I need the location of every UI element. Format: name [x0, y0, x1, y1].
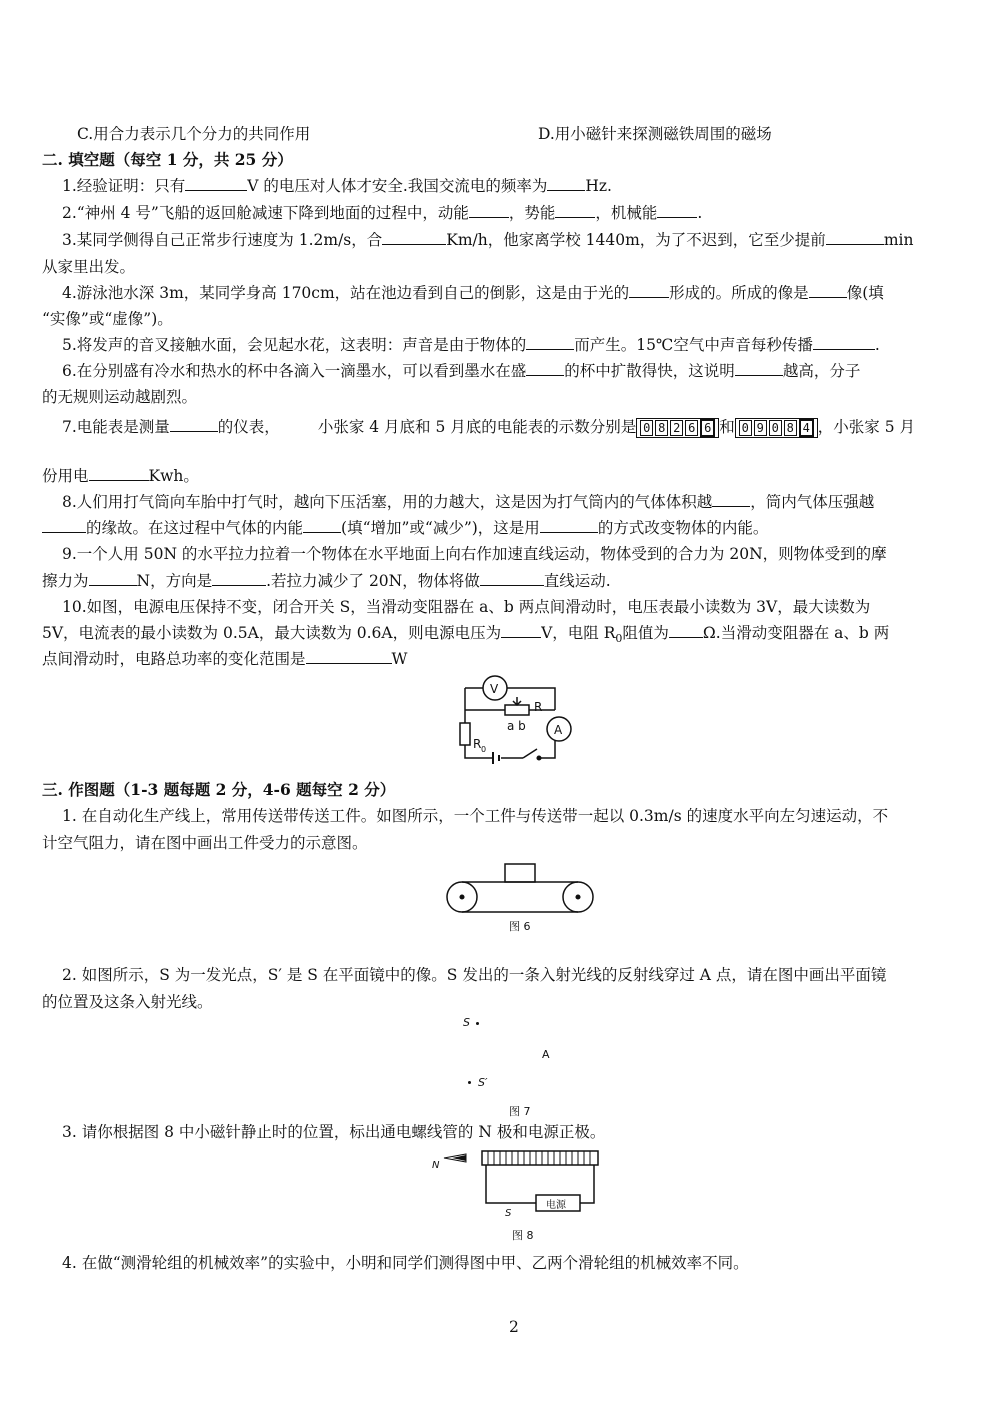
q2-9-line2 [42, 571, 611, 591]
wire [580, 1165, 594, 1203]
q2-10-line2-b: V，电阻 R [541, 624, 616, 642]
blank[interactable] [89, 466, 149, 481]
figure-7-caption: 图 7 [509, 1105, 531, 1118]
q2-7-text-d: ，小张家 5 月 [817, 418, 915, 436]
needle-n-label: N [432, 1160, 440, 1171]
point-a-label: A [542, 1048, 550, 1061]
q2-2-text-a: 2.“神州 4 号”飞船的返回舱减速下降到地面的过程中，动能 [62, 204, 469, 222]
rheostat-ab-label: a b [507, 719, 526, 733]
q2-10-line3 [42, 649, 407, 669]
section2-title: 二. 填空题（每空 1 分，共 25 分） [42, 150, 293, 169]
q2-4-text-a: 4.游泳池水深 3m，某同学身高 170cm，站在池边看到自己的倒影，这是由于光的 [62, 284, 630, 302]
q2-2-text-d: . [697, 204, 703, 222]
q2-10-line2-a: 5V，电流表的最小读数为 0.5A，最大读数为 0.6A，则电源电压为 [42, 624, 502, 642]
switch-contact [537, 756, 541, 760]
q2-5-text-b: 而产生。15℃空气中声音每秒传播 [574, 336, 813, 354]
meter-digit: 4 [799, 419, 814, 437]
q2-8-line2-c: 的方式改变物体的内能。 [597, 519, 769, 537]
conveyor-diagram [440, 862, 600, 918]
needle-s-label: S [505, 1208, 512, 1219]
q2-7-text-b: 的仪表， [217, 418, 280, 436]
blank[interactable] [826, 230, 884, 245]
blank[interactable] [526, 361, 564, 376]
figure-6-caption: 图 6 [509, 920, 531, 933]
blank[interactable] [735, 361, 783, 376]
q3-3: 3. 请你根据图 8 中小磁针静止时的位置，标出通电螺线管的 N 极和电源正极。 [62, 1123, 606, 1141]
q3-2: 2. 如图所示，S 为一发光点，S′ 是 S 在平面镜中的像。S 发出的一条入射光线的反射线穿过 A 点，请在图中画出平面镜 [62, 966, 887, 984]
blank[interactable] [501, 623, 541, 638]
q2-8 [62, 492, 874, 512]
q2-3-line2: 从家里出发。 [42, 258, 136, 276]
q2-3 [62, 230, 913, 250]
meter-april [636, 418, 719, 438]
q2-9-line2-b: N，方向是 [136, 572, 213, 590]
voltmeter-label: V [490, 682, 499, 696]
meter-digit: 0 [640, 420, 653, 436]
q2-9-line2-d: 直线运动. [543, 572, 611, 590]
page-number: 2 [509, 1318, 519, 1336]
meter-digit: 6 [685, 420, 698, 436]
q2-9-line2-c: .若拉力减少了 20N，物体将做 [266, 572, 480, 590]
q2-2-text-b: ，势能 [508, 204, 556, 222]
q3-4: 4. 在做“测滑轮组的机械效率”的实验中，小明和同学们测得图中甲、乙两个滑轮组的机械效率不同。 [62, 1254, 749, 1272]
q2-10: 10.如图，电源电压保持不变，闭合开关 S，当滑动变阻器在 a、b 两点间滑动时，电压表最小读数为 3V，最大读数为 [62, 598, 871, 616]
blank[interactable] [547, 176, 585, 191]
q2-1-text-c: Hz. [585, 177, 612, 195]
q2-6-text-b: 的杯中扩散得快，这说明 [564, 362, 735, 380]
blank[interactable] [809, 283, 847, 298]
q2-1 [62, 176, 612, 196]
q2-10-subscript: 0 [615, 632, 623, 646]
wire [486, 1165, 536, 1203]
meter-digit: 0 [769, 420, 782, 436]
q2-6-text-c: 越高，分子 [782, 362, 861, 380]
q2-10-line2-d: Ω.当滑动变阻器在 a、b 两 [702, 624, 890, 642]
solenoid-coils [488, 1151, 590, 1165]
q2-3-text-c: min [883, 231, 914, 249]
blank[interactable] [480, 571, 544, 586]
q2-7-text-a: 7.电能表是测量 [62, 418, 170, 436]
q2-7-and: 和 [719, 418, 735, 436]
q2-4-text-c: 像(填 [846, 284, 884, 302]
workpiece [505, 864, 535, 882]
blank[interactable] [555, 203, 595, 218]
q2-5-text-c: . [874, 336, 880, 354]
q2-9: 9.一个人用 50N 的水平拉力拉着一个物体在水平地面上向右作加速直线运动，物体受到的合力为 20N，则物体受到的摩 [62, 545, 887, 563]
q2-3-text-a: 3.某同学侧得自己正常步行速度为 1.2m/s，合 [62, 231, 383, 249]
r0-subscript: 0 [481, 745, 487, 754]
q2-6-text-a: 6.在分别盛有冷水和热水的杯中各滴入一滴墨水，可以看到墨水在盛 [62, 362, 527, 380]
q2-8-line2-a: 的缘故。在这过程中气体的内能 [86, 519, 304, 537]
q2-10-line2 [42, 623, 889, 649]
q2-4 [62, 283, 884, 303]
blank[interactable] [657, 203, 697, 218]
blank[interactable] [89, 571, 137, 586]
q2-8-line2-b: (填“增加”或“减少”)，这是用 [341, 519, 540, 537]
q2-7-line2 [42, 466, 199, 486]
q2-10-line2-c: 阻值为 [622, 624, 669, 642]
q2-8-text-b: ，筒内气体压强越 [750, 493, 875, 511]
circuit-diagram [455, 675, 575, 767]
q2-1-text-a: 1.经验证明：只有 [62, 177, 186, 195]
section3-title: 三. 作图题（1-3 题每题 2 分，4-6 题每空 2 分） [42, 780, 396, 799]
q2-7-text-c: 小张家 4 月底和 5 月底的电能表的示数分别是 [317, 418, 637, 436]
q2-4-text-b: 形成的。所成的像是 [669, 284, 809, 302]
blank[interactable] [629, 283, 669, 298]
solenoid [482, 1151, 598, 1165]
blank[interactable] [526, 335, 574, 350]
ammeter-label: A [554, 723, 563, 737]
blank[interactable] [540, 518, 598, 533]
q2-8-text-a: 8.人们用打气筒向车胎中打气时，越向下压活塞，用的力越大，这是因为打气筒内的气体体积越 [62, 493, 713, 511]
blank[interactable] [185, 176, 247, 191]
option-d: D.用小磁针来探测磁铁周围的磁场 [538, 125, 772, 143]
blank[interactable] [669, 623, 703, 638]
blank[interactable] [170, 417, 218, 432]
meter-digit: 9 [754, 420, 767, 436]
blank[interactable] [42, 518, 86, 533]
blank[interactable] [469, 203, 509, 218]
q2-7 [62, 417, 915, 438]
pulley-axle [576, 895, 580, 899]
blank[interactable] [212, 571, 266, 586]
meter-digit: 2 [670, 420, 683, 436]
meter-digit: 6 [700, 419, 715, 437]
switch-lever [523, 749, 537, 758]
rheostat-slider [513, 697, 521, 705]
meter-digit: 0 [739, 420, 752, 436]
blank[interactable] [382, 230, 446, 245]
rheostat-label: R [534, 700, 543, 714]
point-s [476, 1022, 479, 1025]
meter-digit: 8 [784, 420, 797, 436]
option-c: C.用合力表示几个分力的共同作用 [77, 125, 311, 143]
q2-5 [62, 335, 880, 355]
wire [507, 688, 555, 710]
q2-2 [62, 203, 702, 223]
rheostat [505, 705, 529, 715]
blank[interactable] [813, 335, 875, 350]
q2-3-text-b: Km/h，他家离学校 1440m，为了不迟到，它至少提前 [446, 231, 826, 249]
q2-10-line3-b: W [391, 650, 408, 668]
wire [541, 741, 555, 758]
pulley-axle [460, 895, 464, 899]
meter-digit: 8 [655, 420, 668, 436]
q2-6 [62, 361, 860, 381]
meter-may [735, 418, 818, 438]
point-s-prime-label: S′ [478, 1076, 488, 1089]
q2-6-line2: 的无规则运动越剧烈。 [42, 388, 198, 406]
q2-1-text-b: V 的电压对人体才安全.我国交流电的频率为 [247, 177, 548, 195]
q2-7-line2-b: Kwh。 [148, 467, 199, 485]
point-s-label: S [463, 1016, 470, 1029]
q3-1: 1. 在自动化生产线上，常用传送带传送工件。如图所示，一个工件与传送带一起以 0.3m/s 的速度水平向左匀速运动，不 [62, 807, 889, 825]
q2-5-text-a: 5.将发声的音叉接触水面，会见起水花，这表明：声音是由于物体的 [62, 336, 527, 354]
power-label: 电源 [546, 1200, 566, 1211]
blank[interactable] [712, 492, 750, 507]
q3-1-line2: 计空气阻力，请在图中画出工件受力的示意图。 [42, 834, 368, 852]
q2-4-line2: “实像”或“虚像”)。 [42, 310, 173, 328]
r0-label: R [473, 737, 482, 751]
blank[interactable] [306, 649, 392, 664]
q2-9-line2-a: 擦力为 [42, 572, 89, 590]
q2-7-line2-a: 份用电 [42, 467, 89, 485]
solenoid-diagram [430, 1148, 610, 1220]
q3-2-line2: 的位置及这条入射光线。 [42, 993, 213, 1011]
q2-8-line2 [42, 518, 768, 538]
figure-8-caption: 图 8 [512, 1229, 534, 1242]
q2-10-line3-a: 点间滑动时，电路总功率的变化范围是 [42, 650, 306, 668]
point-s-prime [468, 1081, 471, 1084]
resistor-r0 [460, 723, 470, 745]
q2-2-text-c: ，机械能 [595, 204, 658, 222]
blank[interactable] [303, 518, 341, 533]
